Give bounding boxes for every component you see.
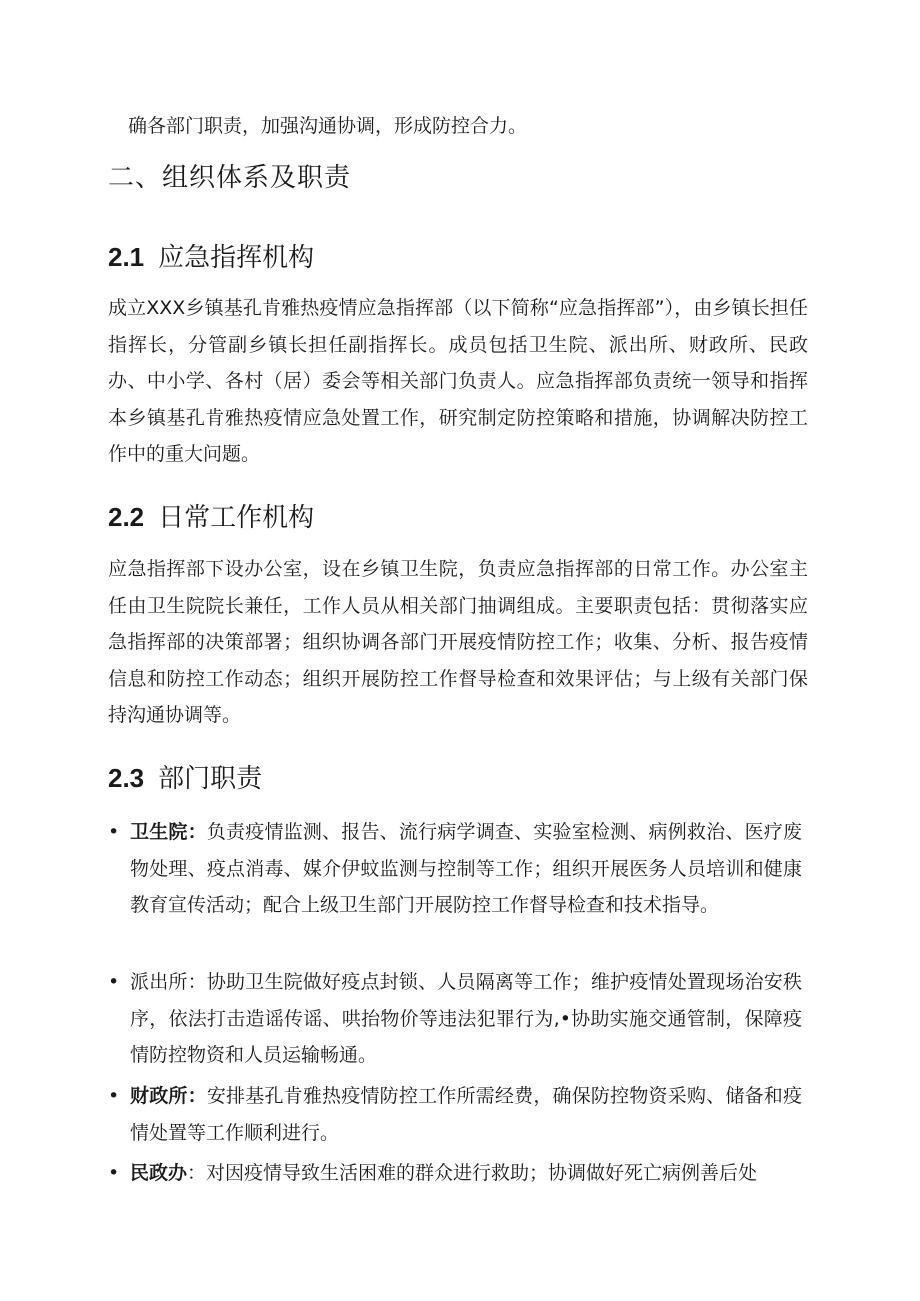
section-title: 应急指挥机构: [158, 243, 315, 273]
bullet-icon: •: [108, 971, 120, 993]
list-item-text: [130, 1155, 802, 1192]
list-item-term: 民政办: [130, 1162, 188, 1184]
section-2-3-heading: [108, 758, 262, 799]
section-title: 部门职责: [158, 764, 263, 794]
section-title: 日常工作机构: [158, 503, 315, 533]
list-item-text: [130, 964, 802, 1074]
list-item-text: [130, 814, 802, 924]
bullet-icon: •: [108, 821, 120, 843]
list-item-body: 负责疫情监测、报告、流行病学调查、实验室检测、病例救治、医疗废物处理、疫点消毒、媒介伊蚊监测与控制等工作；组织开展医务人员培训和健康教育宣传活动；配合上级卫生部门开展防控工作督导检查和技术指导。: [130, 821, 802, 916]
section-2-2-heading: [108, 497, 314, 538]
list-item-term: 财政所：: [130, 1085, 207, 1107]
section-2-2-body: 应急指挥部下设办公室，设在乡镇卫生院，负责应急指挥部的日常工作。办公室主任由卫生院院长兼任，工作人员从相关部门抽调组成。主要职责包括：贯彻落实应急指挥部的决策部署；组织协调各部门开展疫情防控工作；收集、分析、报告疫情信息和防控工作动态；组织开展防控工作督导检查和效果评估；与上级有关部门保持沟通协调等。: [108, 558, 808, 726]
section-number: 2.3: [108, 763, 145, 793]
bullet-icon: •: [108, 1162, 120, 1184]
list-item-body: 安排基孔肯雅热疫情防控工作所需经费，确保防控物资采购、储备和疫情处置等工作顺利进行。: [130, 1085, 802, 1144]
list-item-text: [130, 1078, 802, 1151]
section-number: 2.2: [108, 502, 145, 532]
list-item-term: 卫生院：: [130, 821, 207, 843]
list-item-body: 派出所：协助卫生院做好疫点封锁、人员隔离等工作；维护疫情处置现场治安秩序，依法打击造谣传谣、哄抬物价等违法犯罪行为,•协助实施交通管制，保障疫情防控物资和人员运输畅通。: [130, 971, 802, 1066]
intro-paragraph: 确各部门职责，加强沟通协调，形成防控合力。: [128, 115, 528, 137]
list-item-body: ：对因疫情导致生活困难的群众进行救助；协调做好死亡病例善后处: [187, 1162, 758, 1184]
section-number: 2.1: [108, 242, 145, 272]
section-2-heading: 二、组织体系及职责: [108, 163, 352, 193]
section-2-1-heading: [108, 237, 314, 278]
section-2-1-body: 成立XXX乡镇基孔肯雅热疫情应急指挥部（以下简称“应急指挥部”），由乡镇长担任指挥长，分管副乡镇长担任副指挥长。成员包括卫生院、派出所、财政所、民政办、中小学、各村（居）委会等相关部门负责人。应急指挥部负责统一领导和指挥本乡镇基孔肯雅热疫情应急处置工作，研究制定防控策略和措施，协调解决防控工作中的重大问题。: [108, 297, 808, 465]
bullet-icon: •: [108, 1085, 120, 1107]
